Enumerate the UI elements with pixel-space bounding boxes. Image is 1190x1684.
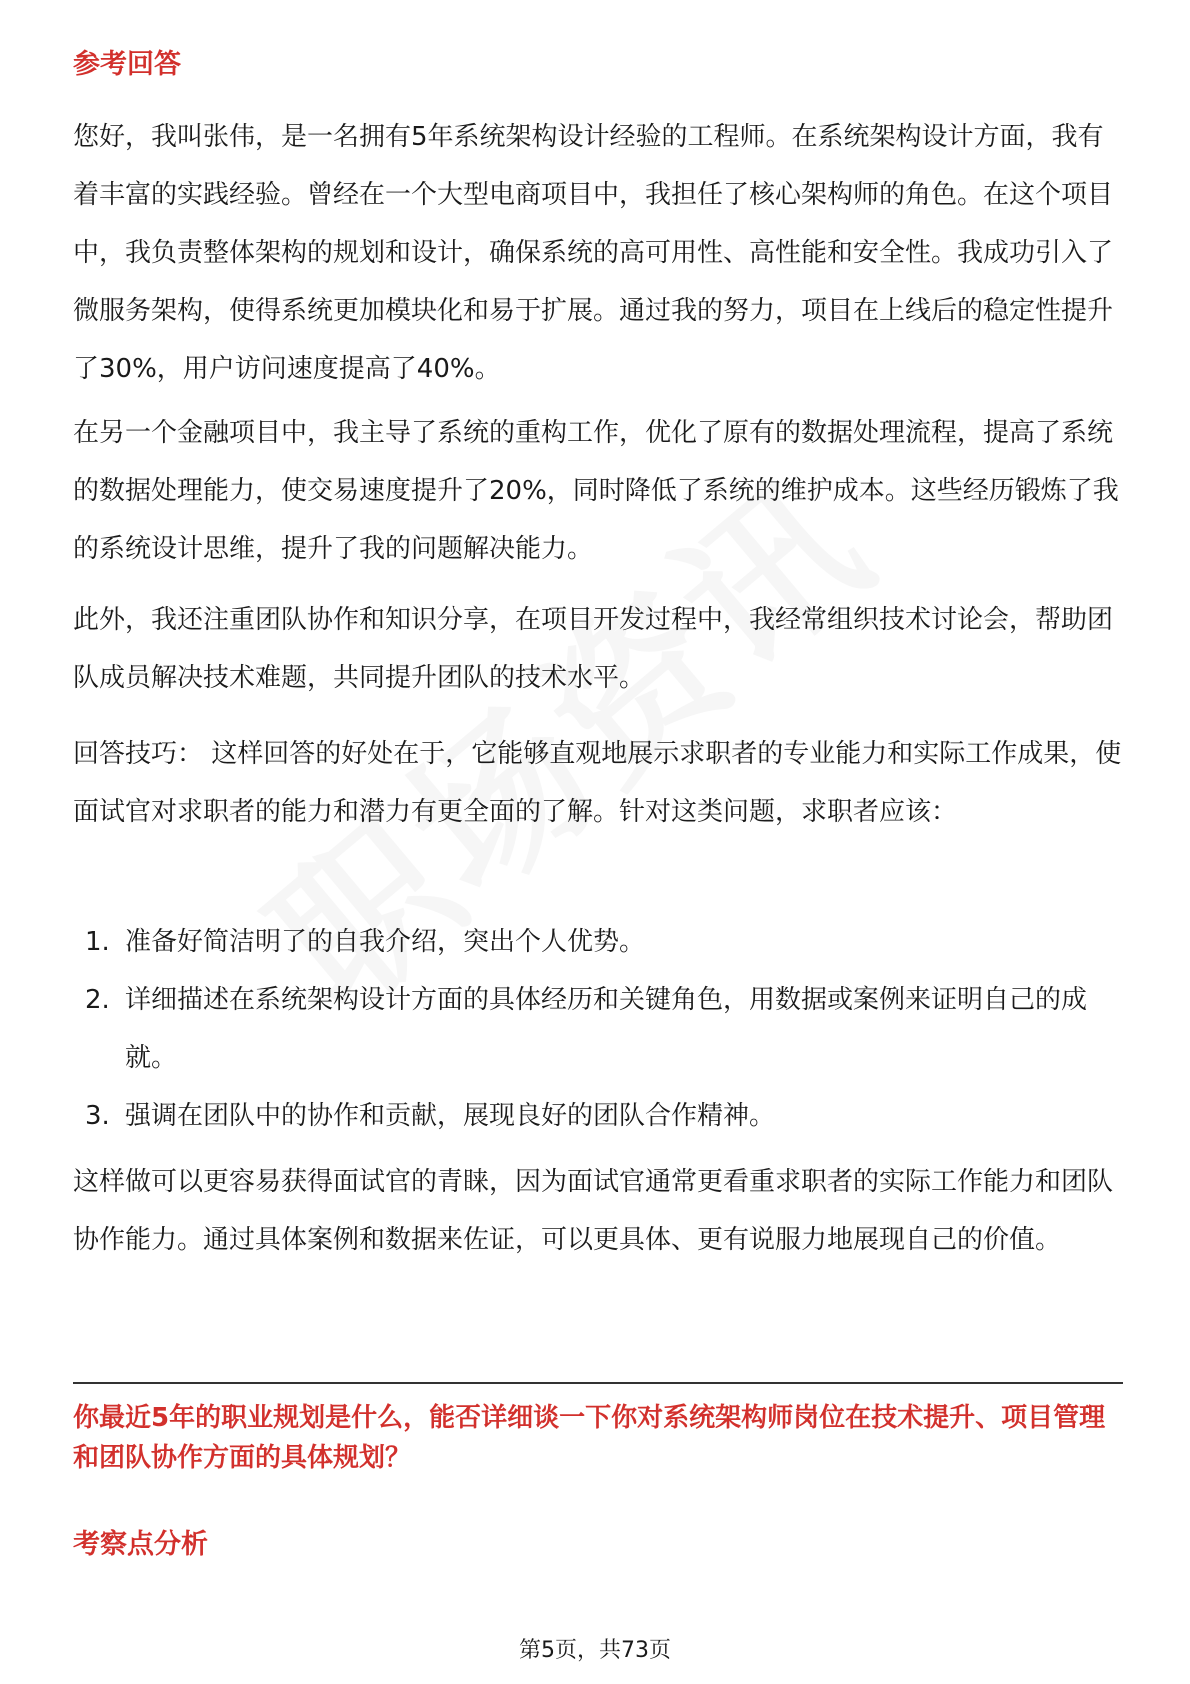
list-item-text: 详细描述在系统架构设计方面的具体经历和关键角色，用数据或案例来证明自己的成就。	[125, 985, 1088, 1073]
list-item-number: 2.	[85, 985, 110, 1015]
list-item	[73, 913, 1123, 971]
list-item-text: 准备好简洁明了的自我介绍，突出个人优势。	[125, 927, 646, 957]
paragraph-intro: 您好，我叫张伟，是一名拥有5年系统架构设计经验的工程师。在系统架构设计方面，我有着丰富的实践经验。曾经在一个大型电商项目中，我担任了核心架构师的角色。在这个项目中，我负责整体架构的规划和设计，确保系统的高可用性、高性能和安全性。我成功引入了微服务架构，使得系统更加模块化和易于扩展。通过我的努力，项目在上线后的稳定性提升了30%，用户访问速度提高了40%。	[73, 122, 1114, 384]
answer-heading: 参考回答	[73, 49, 181, 80]
next-question: 你最近5年的职业规划是什么，能否详细谈一下你对系统架构师岗位在技术提升、项目管理和团队协作方面的具体规划？	[73, 1403, 1106, 1473]
paragraph-finance-project: 在另一个金融项目中，我主导了系统的重构工作，优化了原有的数据处理流程，提高了系统的数据处理能力，使交易速度提升了20%，同时降低了系统的维护成本。这些经历锻炼了我的系统设计思维，提升了我的问题解决能力。	[73, 418, 1119, 564]
section-divider	[73, 1382, 1123, 1384]
page-footer: 第5页，共73页	[519, 1638, 671, 1663]
list-item	[73, 1087, 1123, 1145]
list-item-number: 1.	[85, 927, 110, 957]
paragraph-teamwork: 此外，我还注重团队协作和知识分享，在项目开发过程中，我经常组织技术讨论会，帮助团队成员解决技术难题，共同提升团队的技术水平。	[73, 605, 1114, 693]
list-item	[73, 971, 1123, 1087]
paragraph-answer-tips: 回答技巧： 这样回答的好处在于，它能够直观地展示求职者的专业能力和实际工作成果，使面试官对求职者的能力和潜力有更全面的了解。针对这类问题，求职者应该：	[73, 739, 1122, 827]
list-item-text: 强调在团队中的协作和贡献，展现良好的团队合作精神。	[125, 1101, 776, 1131]
list-item-number: 3.	[85, 1101, 110, 1131]
analysis-heading: 考察点分析	[73, 1529, 208, 1560]
tips-list	[73, 913, 1123, 1145]
paragraph-closing: 这样做可以更容易获得面试官的青睐，因为面试官通常更看重求职者的实际工作能力和团队协作能力。通过具体案例和数据来佐证，可以更具体、更有说服力地展现自己的价值。	[73, 1167, 1114, 1255]
